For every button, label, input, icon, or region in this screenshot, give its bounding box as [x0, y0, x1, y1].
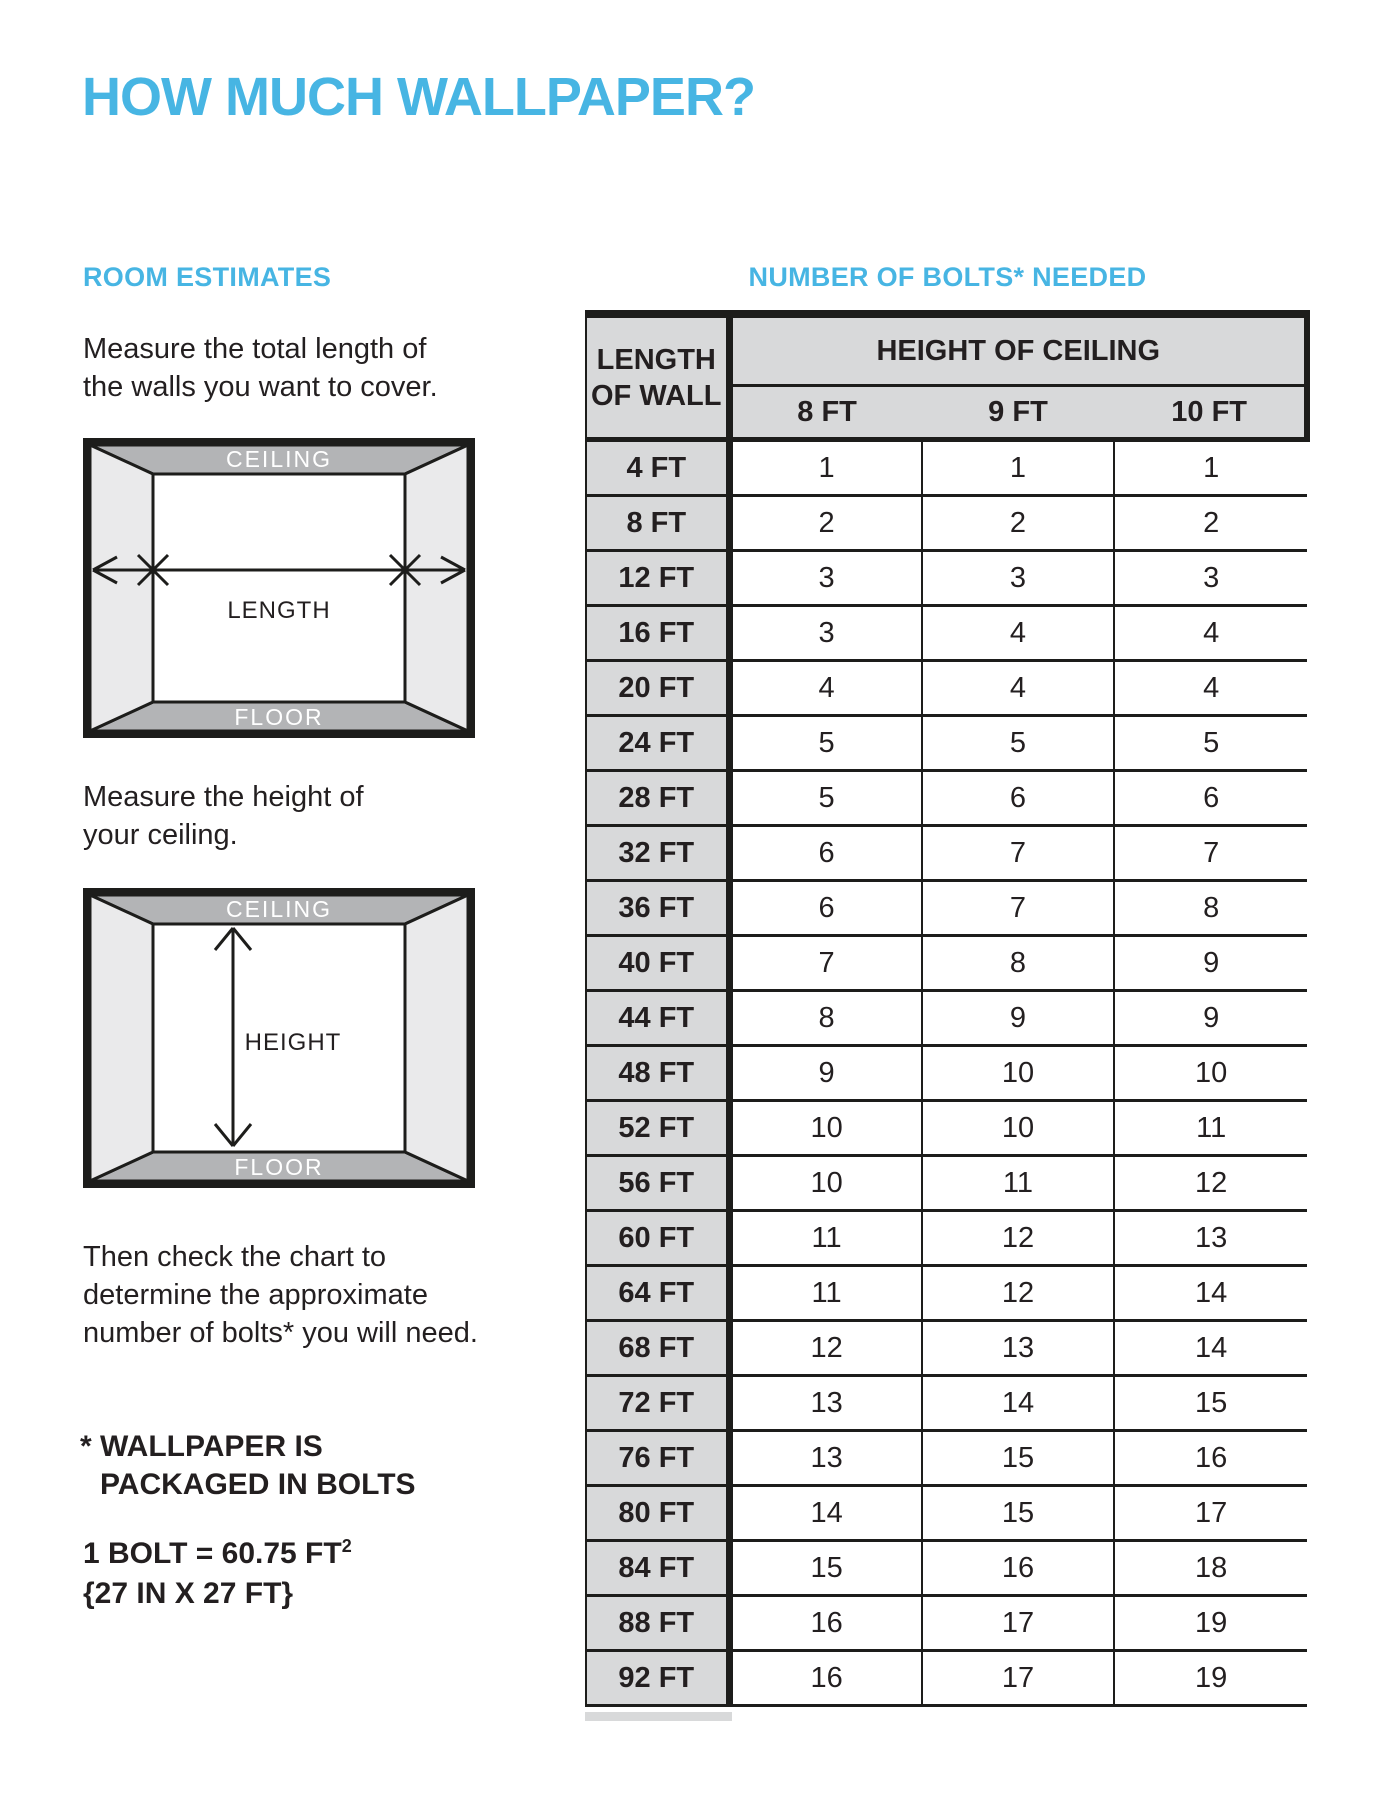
row-label: 32 FT	[586, 826, 729, 881]
bolt-count-cell: 6	[729, 881, 922, 936]
instruction-measure-height	[83, 778, 364, 854]
bolt-count-cell: 18	[1114, 1541, 1307, 1596]
instruction-line: the walls you want to cover.	[83, 371, 438, 403]
bolt-count-cell: 6	[1114, 771, 1307, 826]
row-label: 24 FT	[586, 716, 729, 771]
footnote-line: WALLPAPER IS	[100, 1430, 323, 1463]
bolt-count-cell: 5	[1114, 716, 1307, 771]
row-label: 40 FT	[586, 936, 729, 991]
left-wall	[90, 895, 153, 1181]
bolt-count-cell: 9	[1114, 936, 1307, 991]
left-wall	[90, 445, 153, 731]
bolt-equation: 1 BOLT = 60.75 $FT^2$	[83, 1536, 352, 1570]
row-label: 84 FT	[586, 1541, 729, 1596]
bolt-count-cell: 17	[922, 1651, 1115, 1706]
ceiling-label: CEILING	[225, 896, 333, 922]
bolt-count-cell: 14	[1114, 1266, 1307, 1321]
ceiling-label: CEILING	[225, 446, 333, 472]
bolt-count-cell: 14	[922, 1376, 1115, 1431]
bolt-count-cell: 13	[922, 1321, 1115, 1376]
bolt-count-cell: 16	[922, 1541, 1115, 1596]
bolt-count-cell: 4	[922, 661, 1115, 716]
bolt-count-cell: 4	[922, 606, 1115, 661]
bolt-count-cell: 9	[922, 991, 1115, 1046]
bolt-count-cell: 3	[729, 551, 922, 606]
bolts-table-body	[586, 440, 1307, 1706]
bolt-count-cell: 14	[1114, 1321, 1307, 1376]
bolt-count-cell: 6	[922, 771, 1115, 826]
bolt-count-cell: 9	[729, 1046, 922, 1101]
bolt-count-cell: 10	[1114, 1046, 1307, 1101]
table-header-group-row	[586, 314, 1307, 386]
bolt-size-note	[83, 1526, 352, 1614]
bolt-count-cell: 11	[729, 1211, 922, 1266]
table-row	[586, 440, 1307, 496]
bolt-count-cell: 8	[729, 991, 922, 1046]
bolt-count-cell: 8	[922, 936, 1115, 991]
bolt-count-cell: 10	[922, 1046, 1115, 1101]
bolt-count-cell: 4	[1114, 661, 1307, 716]
right-wall	[405, 895, 468, 1181]
row-label: 88 FT	[586, 1596, 729, 1651]
bolt-count-cell: 7	[729, 936, 922, 991]
bolt-count-cell: 3	[1114, 551, 1307, 606]
bolt-count-cell: 9	[1114, 991, 1307, 1046]
bolt-count-cell: 13	[1114, 1211, 1307, 1266]
row-label: 80 FT	[586, 1486, 729, 1541]
col-header-8ft: 8 FT	[729, 386, 922, 440]
row-label: 44 FT	[586, 991, 729, 1046]
back-wall	[153, 474, 405, 702]
bolt-count-cell: 19	[1114, 1651, 1307, 1706]
bolt-count-cell: 5	[729, 771, 922, 826]
instruction-line: Then check the chart to	[83, 1241, 387, 1273]
table-row	[586, 1486, 1307, 1541]
floor-label: FLOOR	[234, 1154, 324, 1180]
bolt-count-cell: 15	[1114, 1376, 1307, 1431]
bolt-dimensions: {27 IN X 27 FT}	[83, 1577, 294, 1610]
bolt-count-cell: 15	[922, 1431, 1115, 1486]
row-label: 64 FT	[586, 1266, 729, 1321]
bolts-table	[585, 310, 1310, 1707]
row-label: 52 FT	[586, 1101, 729, 1156]
bolt-count-cell: 1	[1114, 440, 1307, 496]
bolt-count-cell: 11	[729, 1266, 922, 1321]
row-label: 76 FT	[586, 1431, 729, 1486]
instruction-line: Measure the total length of	[83, 333, 427, 365]
bolt-count-cell: 1	[922, 440, 1115, 496]
bolt-count-cell: 5	[729, 716, 922, 771]
col-header-9ft: 9 FT	[922, 386, 1115, 440]
wallpaper-bolts-footnote	[80, 1428, 416, 1504]
table-row	[586, 1156, 1307, 1211]
table-row	[586, 991, 1307, 1046]
table-row	[586, 496, 1307, 551]
bolt-count-cell: 17	[922, 1596, 1115, 1651]
bolt-count-cell: 10	[729, 1156, 922, 1211]
table-row	[586, 1541, 1307, 1596]
squared-superscript: 2	[341, 1536, 352, 1556]
bolt-count-cell: 13	[729, 1376, 922, 1431]
table-row	[586, 1321, 1307, 1376]
table-row	[586, 771, 1307, 826]
bolt-count-cell: 12	[1114, 1156, 1307, 1211]
length-of-wall-header: LENGTH OF WALL	[586, 314, 729, 440]
room-height-diagram	[83, 888, 475, 1188]
bolt-count-cell: 7	[922, 826, 1115, 881]
table-row	[586, 1046, 1307, 1101]
table-row	[586, 1596, 1307, 1651]
bolt-count-cell: 17	[1114, 1486, 1307, 1541]
instruction-line: your ceiling.	[83, 819, 238, 851]
instruction-line: determine the approximate	[83, 1279, 428, 1311]
table-row	[586, 1431, 1307, 1486]
row-label: 36 FT	[586, 881, 729, 936]
bolt-count-cell: 19	[1114, 1596, 1307, 1651]
floor-label: FLOOR	[234, 704, 324, 730]
bolt-count-cell: 7	[1114, 826, 1307, 881]
table-row	[586, 826, 1307, 881]
bolt-count-cell: 15	[729, 1541, 922, 1596]
bolt-count-cell: 1	[729, 440, 922, 496]
bolt-count-cell: 3	[922, 551, 1115, 606]
footnote-line: PACKAGED IN BOLTS	[100, 1468, 416, 1501]
height-of-ceiling-header: HEIGHT OF CEILING	[729, 314, 1307, 386]
section-heading-room-estimates: ROOM ESTIMATES	[83, 262, 332, 292]
table-row	[586, 1376, 1307, 1431]
table-row	[586, 551, 1307, 606]
col-header-10ft: 10 FT	[1114, 386, 1307, 440]
bolt-count-cell: 15	[922, 1486, 1115, 1541]
row-label: 60 FT	[586, 1211, 729, 1266]
row-label: 28 FT	[586, 771, 729, 826]
bolt-count-cell: 2	[922, 496, 1115, 551]
instruction-line: Measure the height of	[83, 781, 364, 813]
page-title: HOW MUCH WALLPAPER?	[82, 67, 755, 127]
bolt-count-cell: 5	[922, 716, 1115, 771]
row-label: 92 FT	[586, 1651, 729, 1706]
table-row	[586, 606, 1307, 661]
bolt-count-cell: 12	[922, 1266, 1115, 1321]
table-row	[586, 661, 1307, 716]
row-label: 48 FT	[586, 1046, 729, 1101]
instruction-check-chart	[83, 1238, 478, 1352]
section-heading-bolts-needed: NUMBER OF BOLTS* NEEDED	[748, 262, 1147, 292]
bolt-count-cell: 4	[1114, 606, 1307, 661]
row-label: 8 FT	[586, 496, 729, 551]
footnote-asterisk: *	[80, 1430, 92, 1463]
instruction-measure-length	[83, 330, 438, 406]
row-label: 68 FT	[586, 1321, 729, 1376]
table-row	[586, 1266, 1307, 1321]
bolt-count-cell: 4	[729, 661, 922, 716]
row-label: 12 FT	[586, 551, 729, 606]
bolt-count-cell: 2	[1114, 496, 1307, 551]
bolt-count-cell: 16	[1114, 1431, 1307, 1486]
height-label: HEIGHT	[244, 1029, 342, 1056]
table-row	[586, 1211, 1307, 1266]
table-row	[586, 1101, 1307, 1156]
table-row	[586, 881, 1307, 936]
bolt-count-cell: 13	[729, 1431, 922, 1486]
row-label: 16 FT	[586, 606, 729, 661]
bolt-count-cell: 12	[922, 1211, 1115, 1266]
bolt-count-cell: 16	[729, 1596, 922, 1651]
length-label: LENGTH	[227, 597, 331, 624]
bolt-count-cell: 2	[729, 496, 922, 551]
table-row	[586, 716, 1307, 771]
bolt-count-cell: 10	[922, 1101, 1115, 1156]
table-shadow-artifact	[585, 1712, 732, 1721]
bolt-count-cell: 3	[729, 606, 922, 661]
row-label: 20 FT	[586, 661, 729, 716]
bolt-count-cell: 8	[1114, 881, 1307, 936]
bolt-count-cell: 10	[729, 1101, 922, 1156]
bolt-count-cell: 14	[729, 1486, 922, 1541]
bolt-count-cell: 11	[1114, 1101, 1307, 1156]
row-label: 72 FT	[586, 1376, 729, 1431]
bolt-count-cell: 11	[922, 1156, 1115, 1211]
room-length-diagram	[83, 438, 475, 738]
table-row	[586, 936, 1307, 991]
row-label: 56 FT	[586, 1156, 729, 1211]
row-label: 4 FT	[586, 440, 729, 496]
bolt-count-cell: 7	[922, 881, 1115, 936]
bolt-count-cell: 6	[729, 826, 922, 881]
table-row	[586, 1651, 1307, 1706]
instruction-line: number of bolts* you will need.	[83, 1317, 478, 1349]
bolt-count-cell: 12	[729, 1321, 922, 1376]
bolt-count-cell: 16	[729, 1651, 922, 1706]
right-wall	[405, 445, 468, 731]
